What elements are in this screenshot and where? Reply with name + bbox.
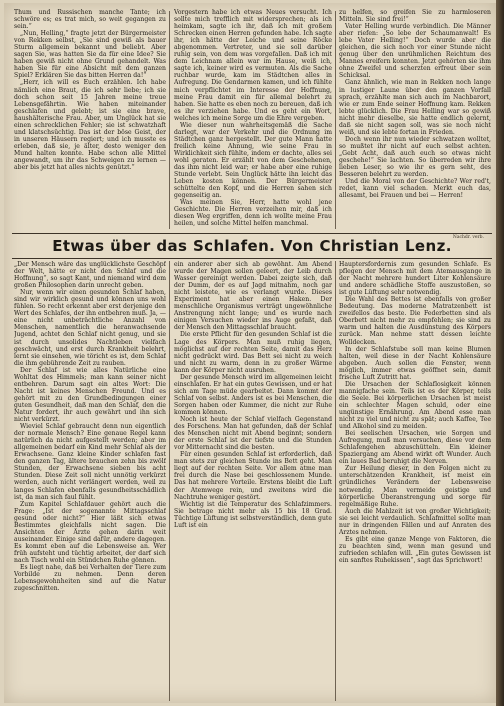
article-column-2 — [174, 261, 332, 703]
paragraph: „Herr, ich will es Euch erzählen. Ich habe nämlich eine Braut, die ich sehr liebe; ich sie doch schon seit 15 Jahren meine treue Lebensgefährtin. Wie haben miteinander geschlafen und gelebt; ist sie eine brave, haushälterische Frau. Aber, um Unglück hat sie einen schrecklichen Fehler; sie ist schwatzhaft und klatschsüchtig. Das ist der böse Geist, der in unseren Häusern regiert; und ich musste es erleben, daß sie, je älter, desto weniger den Mund halten konnte. Habe schon alle Mittel angewandt, um ihr das Schweigen zu lernen — aber bis jetzt hat alles nichts genützt.“ — [14, 79, 166, 172]
article-top-column-1 — [14, 9, 166, 231]
paragraph: Zur Heilung dieser, in den Folgen nicht zu unterschätzenden Krankheit, ist meist ein gründliches Verändern der Lebensweise notwendig. Man vermeide geistige und körperliche Überanstrengung und sorge für regelmäßige Ruhe. — [339, 465, 491, 508]
paragraph: Der gesunde Mensch wird im allgemeinen leicht einschlafen. Er hat ein gutes Gewissen, und er hat sich am Tage müde gearbeitet. Dann kommt der Schlaf von selbst. Anders ist es bei Menschen, die Sorgen haben oder Kummer, die nicht zur Ruhe kommen können. — [174, 373, 332, 416]
paragraph: Für einen gesunden Schlaf ist erforderlich, daß man stets zur gleichen Stunde ins Bett geht. Man liegt auf der rechten Seite. Vor allem atme man frei durch die Nase bei geschlossenem Munde. Das hat mehrere Vorteile. Erstens bleibt die Luft der Atemwege rein, und zweitens wird die Nachtruhe weniger gestört. — [174, 451, 332, 501]
binding-edge — [496, 0, 504, 706]
paragraph: Die erste Pflicht für den gesunden Schlaf ist die Lage des Körpers. Man muß ruhig liegen, möglichst auf der rechten Seite, damit das Herz nicht gedrückt wird. Das Bett sei nicht zu weich und nicht zu warm, denn in zu großer Wärme kann der Körper nicht ausruhen. — [174, 331, 332, 374]
article-column-1 — [14, 261, 166, 703]
paragraph: Wie dieser nun wahrheitsgemäß die Sache darlegt, war der Verkehr und die Ordnung im Städtchen ganz hergestellt. Der gute Mann hatte freilich keine Ahnung, wie seine Frau in Wirklichkeit sich fühlte, indem er dachte, alles sei wohl geraten. Er erzählt von dem Geschehenen, das ihm nicht leid war; er habe aber eine ruhige Stunde verlebt. Sein Unglück hätte ihn leicht das Leben kosten können. Der Bürgermeister schüttelte den Kopf, und die Herren sahen sich gegenseitig an. — [174, 121, 332, 200]
paragraph: Die Ursachen der Schlaflosigkeit können mannigfache sein. Teils ist es der Körper, teils die Seele. Bei körperlichen Ursachen ist meist ein schlechter Magen schuld, oder eine ungünstige Ernährung. Am Abend esse man nicht zu viel und nicht zu spät; auch Kaffee, Tee und Alkohol sind zu meiden. — [339, 380, 491, 431]
paragraph: Der Schlaf ist wie alles Natürliche eine Wohltat des Himmels; man kann seiner nicht entbehren. Darum sagt ein altes Wort: Die Nacht ist keines Menschen Freund. Und es gehört mit zu den Grundbedingungen einer guten Gesundheit, daß man den Schlaf, den die Natur fordert, ihr auch gewährt und ihn sich nicht verkürzt. — [14, 366, 166, 424]
paragraph: Noch ist heute der Schlaf vielfach Gegenstand des Forschens. Man hat gefunden, daß der Schlaf des Menschen nicht mit Abend beginnt; sondern der erste Schlaf ist der tiefste und die Stunden vor Mitternacht sind die besten. — [174, 416, 332, 452]
paragraph: In der Schlafstube soll man keine Blumen halten, weil diese in der Nacht Kohlensäure abgeben. Auch sollen die Fenster, wenn möglich, immer etwas geöffnet sein, damit frische Luft Zutritt hat. — [339, 345, 491, 381]
paragraph: zu helfen, so greifen Sie zu harmloseren Mitteln. Sie sind frei!“ — [339, 9, 491, 24]
column-divider — [169, 261, 170, 701]
paragraph: Es liegt nahe, daß bei Verhalten der Tiere zum Vorbilde zu nehmen. Denn deren Lebensgewohnheiten sind auf die Natur zugeschnitten. — [14, 564, 166, 593]
paragraph: „Nun, Helling,“ fragte jetzt der Bürgermeister von Rekken selbst, „Sie sind gewiß als bauer Sturm allgemein bekannt und beliebt. Aber sagen Sie, was hatten Sie da für eine Idee? Sie haben gewiß nicht ohne Grund gehandelt. Was haben Sie für eine Absicht mit dem ganzen Spiel? Erklären Sie das bitten Herren da!“ — [14, 30, 166, 80]
paragraph: Doch wenn ihr nun wieder schwatzen wolltet, so mußtet ihr nicht auf euch selbst achten. „Gebt Acht, daß auch euch so etwas nicht geschehe!“ Sie lachten. So überreden wir ihre lieben Leser, so wie ihr es gern seht, des Besseren belehrt zu werden. — [339, 135, 491, 179]
paragraph: Die Wahl des Bettes ist ebenfalls von großer Bedeutung. Das moderne Matratzenbett ist zweifellos das beste. Die Federbetten sind als Oberbett nicht mehr zu empfehlen; sie sind zu warm und halten die Ausdünstung des Körpers zurück. Man nehme statt dessen leichte Wolldecken. — [339, 296, 491, 346]
column-divider — [335, 261, 336, 701]
paragraph: ein anderer aber sich ab gewöhnt. Am Abend wurde der Magen sollen geleert, der Leib durch Wasser gereinigt werden. Dabei zeigte sich, daß der Dumm, der es auf Jagd mitnahm, noch gar nicht leistete, wie es verlangt wurde. Dieses Experiment hat aber einen Haken. Der menschliche Organismus verträgt ungewöhnliche Anstrengung nicht lange; und es wurde nach einigen Versuchen wieder ins Auge gefaßt, daß der Mensch den Mittagsschlaf braucht. — [174, 261, 332, 332]
paragraph: Zum Kapitel Schlafdauer gehört auch die Frage: „Ist der sogenannte Mittagsschlaf gesund oder nicht?“ Hier läßt sich etwas Bestimmtes gleichfalls nicht sagen. Die Ansichten der Ärzte gehen darin weit auseinander. Einige sind dafür, andere dagegen. Es kommt eben auf die Lebensweise an. Wer früh aufsteht und tüchtig arbeitet, der darf sich nach Tisch wohl ein Stündchen Ruhe gönnen. — [14, 500, 166, 564]
headline-rule-top — [12, 233, 492, 234]
newspaper-page — [4, 3, 496, 703]
column-divider — [169, 11, 170, 229]
headline-rule-bottom — [12, 258, 492, 259]
paragraph: Es gibt eine ganze Menge von Faktoren, die zu beachten sind, wenn man gesund und zufrieden schlafen will. „Ein gutes Gewissen ist ein sanftes Ruhekissen“, sagt das Sprichwort! — [339, 535, 491, 564]
article-top-column-3 — [339, 9, 491, 231]
article-headline: Etwas über das Schlafen. Von Christian Lenz. — [52, 237, 452, 255]
article-column-3 — [339, 261, 491, 703]
paragraph: Wieviel Schlaf gebraucht denn nun eigentlich der normale Mensch? Eine genaue Regel kann natürlich da nicht aufgestellt werden; aber im allgemeinen bedarf ein Kind mehr Schlaf als der Erwachsene. Ganz kleine Kinder schlafen fast den ganzen Tag, ältere brauchen zehn bis zwölf Stunden, der Erwachsene sieben bis acht Stunden. Diese Zeit soll nicht unnötig verkürzt werden, auch nicht verlängert werden, weil zu langes Schlafen ebenfalls gesundheitsschädlich ist, da man sich faul fühlt. — [14, 423, 166, 501]
paragraph: Bei seelischen Ursachen, wie Sorgen und Aufregung, muß man versuchen, diese vor dem Schlafengehen abzuschütteln. Ein kleiner Spaziergang am Abend wirkt oft Wunder. Auch ein laues Bad beruhigt die Nerven. — [339, 430, 491, 466]
paragraph: Auch die Mahlzeit ist von großer Wichtigkeit; sie sei leicht verdaulich. Schlafmittel sollte man nur in dringenden Fällen und auf Anraten des Arztes nehmen. — [339, 507, 491, 536]
paragraph: Ganz ähnlich, wie man in Rekken noch lange in lustiger Laune über den ganzen Vorfall sprach, erzählte man sich auch im Nachbarort, wie er zum Ende seiner Hoffnung kam. Rekken lebte glücklich. Die Frau Helling war so gewiß nicht mehr dieselbe, sie hatte endlich gelernt, daß sie nicht sagen soll, was sie noch nicht weiß, und sie lebte fortan in Frieden. — [339, 79, 491, 136]
reprint-notice: Nachdr. verb. — [452, 235, 484, 240]
paragraph: Was meinen Sie, Herr, hatte wohl jene Geschichte. Die Herren verzeihen mir, daß ich diesen Weg ergriffen, denn ich wollte meine Frau heilen, und solche Mittel helfen manchmal. — [174, 199, 332, 228]
paragraph: Hauptersfordernis zum gesunden Schlafe. Es pflegen der Mensch mit dem Atemausgange in der Nacht mehrere hundert Liter Kohlensäure und andere schädliche Stoffe auszustoßen, so ist gute Lüftung sehr notwendig. — [339, 261, 491, 297]
paragraph: Wichtig ist die Temperatur des Schlafzimmers. Sie betrage nicht mehr als 15 bis 18 Grad. Tüchtige Lüftung ist selbstverständlich, denn gute Luft ist ein — [174, 500, 332, 529]
article-top-column-2 — [174, 9, 332, 231]
paragraph: Vorgestern habe ich etwas Neues versucht. Ich sollte mich trefflich mit widersprechen; als ich heimkam, sagte ich ihr, daß ich mit großem Schrecken einen Herren gefunden habe. Ich sagte ihr, ich hätte der Leiche und seine Röcke abgenommen. Vertreter, und sie soll darüber ruhig sein, von dem was vorgefallen. Daß ich mit dem Leichnam allein war im Hause, weiß ich, sagte ich, keiner wird es vermuten. Als die Sache ruchbar wurde, kam im Städtchen alles in Aufregung. Die Gendarmen kamen, und ich fühlte mich verpflichtet im Interesse der Hoffnung, meine Frau damit ein für allemal belehrt zu haben. Sie hatte es eben noch zu bereuen, daß ich es ihr verziehen habe. Und es geht ein Wort, welches ich meine Sorge um die Ehre vergeben. — [174, 9, 332, 122]
paragraph: Und die Moral von der Geschichte? Wer red't, redet, kann viel schaden. Merkt euch das, allesamt, bei Frauen und bei — Herren! — [339, 178, 491, 200]
paragraph: Vater Helling wurde verbindlich. Die Männer aber riefen: „So lebe der Schaumanwalt! Es lebe Vater Helling!“ Doch wurde aber die gleichen, die sich noch vor einer Stunde nicht genug über den unrühmlichen Reichtum des Mannes ereifern konnten. Jetzt gehörten sie ihm ohne Zweifel und scherzten erfreut über sein Schicksal. — [339, 23, 491, 80]
paragraph: Nur, wenn wir einen gesunden Schlaf haben, sind wir wirklich gesund und können uns wohl fühlen. So recht erkennt aber erst derjenige den Wert des Schlafes, der ihn entbehren muß. Ja, — eine nicht unbeträchtliche Anzahl von Menschen, namentlich die heranwachsende Jugend, achtet den Schlaf nicht genug, und sie ist durch unsolides Nachtleben vielfach geschwächt, und erst durch Krankheit belehrt, lernt sie einsehen, wie töricht es ist, dem Schlaf die ihm gebührende Zeit zu rauben. — [14, 289, 166, 367]
paragraph: Thum und Russischen manche Tante; ich schwöre es; es trat mich, so weit gegangen zu sein.“ — [14, 9, 166, 31]
paragraph: „Der Mensch wäre das unglücklichste Geschöpf der Welt, hätte er nicht den Schlaf und die Hoffnung“, so sagt Kant, und niemand wird dem großen Philosophen darin unrecht geben. — [14, 261, 166, 290]
column-divider — [335, 11, 336, 229]
